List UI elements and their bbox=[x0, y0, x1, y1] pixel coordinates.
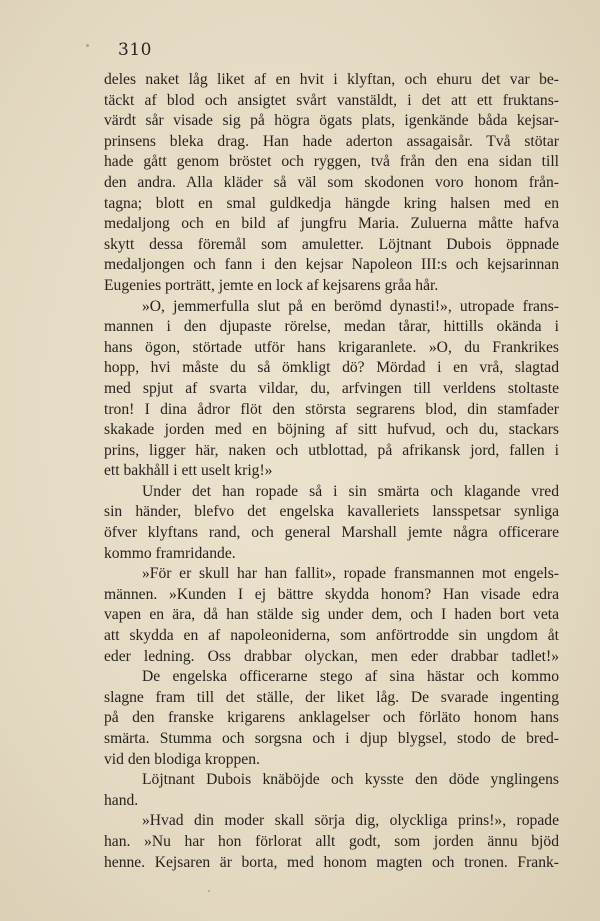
text-line: männen. »Kunden I ej bättre skydda honom? Han visade edra bbox=[104, 585, 559, 603]
text-line: Eugenies porträtt, jemte en lock af kejsarens gråa hår. bbox=[104, 276, 439, 294]
body-text bbox=[104, 70, 559, 873]
paper-speck bbox=[86, 44, 89, 47]
text-line: De engelska officerarne stego af sina hästar och kommo bbox=[142, 668, 559, 686]
text-line: eder ledning. Oss drabbar olyckan, men eder drabbar tadlet!» bbox=[104, 647, 559, 665]
text-line: på den franske krigarens anklagelser och förläto honom hans bbox=[104, 709, 559, 727]
text-line: smärta. Stumma och sorgsna och i djup blygsel, stodo de bred- bbox=[104, 730, 559, 747]
text-line: tagna; blott en smal guldkedja hängde kring halsen med en bbox=[104, 194, 559, 212]
text-line: henne. Kejsaren är borta, med honom magten och tronen. Frank- bbox=[104, 853, 559, 871]
text-line: »Hvad din moder skall sörja dig, olyckliga prins!», ropade bbox=[142, 812, 559, 830]
text-line: hade gått genom bröstet och ryggen, två från den ena sidan till bbox=[104, 153, 559, 171]
text-line: vapen en ära, då han stälde sig under dem, och I haden bort veta bbox=[104, 606, 559, 624]
text-line: medaljongen och fann i den kejsar Napoleon III:s och kejsarinnan bbox=[104, 256, 559, 274]
text-line: mannen i den djupaste rörelse, medan tårar, hittills okända i bbox=[104, 318, 559, 336]
text-line: prins, ligger här, naken och utblottad, på afrikansk jord, fallen i bbox=[104, 441, 559, 459]
text-line: ett bakhåll i ett uselt krig!» bbox=[104, 462, 273, 480]
page-number: 310 bbox=[118, 40, 152, 60]
text-line: sin händer, blefvo det engelska kavalleriets lansspetsar synliga bbox=[104, 503, 559, 521]
text-line: den andra. Alla kläder så väl som skodonen voro honom från- bbox=[104, 173, 559, 191]
text-line: hand. bbox=[104, 791, 139, 809]
text-line: prinsens bleka drag. Han hade aderton assagaisår. Två stötar bbox=[104, 132, 559, 150]
text-line: att skydda en af napoleoniderna, som anförtrodde sin ungdom åt bbox=[104, 627, 559, 645]
text-line: med spjut af svarta vildar, du, arfvingen till verldens stoltaste bbox=[104, 379, 559, 397]
text-line: han. »Nu har hon förlorat allt godt, som jorden ännu bjöd bbox=[104, 832, 559, 850]
text-line: Löjtnant Dubois knäböjde och kysste den döde ynglingens bbox=[142, 771, 559, 789]
text-line: värdt sår visade sig på högra ögats plats, igenkände båda kejsar- bbox=[104, 112, 559, 130]
text-line: vid den blodiga kroppen. bbox=[104, 750, 260, 768]
text-line: »För er skull har han fallit», ropade fransmannen mot engels- bbox=[142, 565, 559, 583]
paper-speck bbox=[208, 890, 210, 892]
text-line: hopp, hvi måste du så ömkligt dö? Mördad i en vrå, slagtad bbox=[104, 359, 559, 377]
text-line: tron! I dina ådror flöt den största segrarens blod, din stamfader bbox=[104, 400, 559, 418]
text-line: deles naket låg liket af en hvit i klyftan, och ehuru det var be- bbox=[104, 71, 559, 88]
text-line: medaljong och en bild af jungfru Maria. Zuluerna måtte hafva bbox=[104, 215, 559, 233]
text-line: öfver klyftans rand, och general Marshall jemte några officerare bbox=[104, 524, 559, 542]
text-line: skytt dessa föremål som amuletter. Löjtnant Dubois öppnade bbox=[104, 235, 559, 253]
text-line: kommo framridande. bbox=[104, 544, 236, 562]
text-line: »O, jemmerfulla slut på en berömd dynasti!», utropade frans- bbox=[142, 297, 559, 315]
text-line: täckt af blod och ansigtet svårt vanstäldt, i det att ett fruktans- bbox=[104, 91, 559, 109]
text-line: hans ögon, störtade utför hans krigaranlete. »O, du Frankrikes bbox=[104, 338, 559, 356]
text-line: Under det han ropade så i sin smärta och klagande vred bbox=[142, 482, 559, 500]
text-line: slagne fram till det ställe, der liket låg. De svarade ingenting bbox=[104, 688, 559, 706]
text-line: skakade jorden med en böjning af sitt hufvud, och du, stackars bbox=[104, 421, 559, 439]
